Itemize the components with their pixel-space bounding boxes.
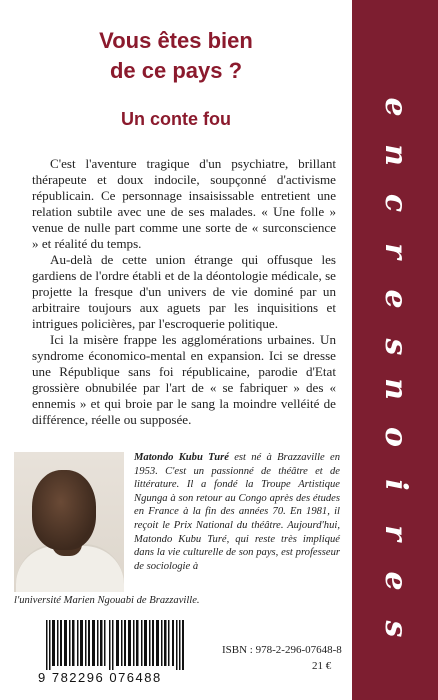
isbn: ISBN : 978-2-296-07648-8: [222, 644, 342, 656]
spine-letter: n: [378, 378, 413, 400]
spine-letter: n: [378, 144, 413, 166]
author-bio-text: est né à Brazzaville en 1953. C'est un passionné de théâtre et de littérature. Il a fondé la Troupe Artistique Ngunga à son retour au Congo après des études en France à la fin des années 70. En 1981, il reçoit le Prix National du théâtre. Aujourd'hui, Matondo Kubu Turé, qui reste très impliqué dans la vie culturelle de son pays, est professeur de sociologie à: [134, 452, 340, 572]
author-bio-last-line: l'université Marien Ngouabi de Brazzaville.: [14, 595, 200, 606]
author-bio: [134, 451, 340, 573]
blurb: [32, 156, 336, 428]
spine-letter: s: [378, 620, 413, 638]
spine-letter: r: [378, 525, 413, 541]
title-line-2: de ce pays ?: [109, 58, 243, 83]
barcode-number: 9 782296 076488: [38, 670, 162, 685]
spine-letter: e: [378, 571, 413, 591]
title-line-1: Vous êtes bien: [99, 28, 253, 53]
spine-letter: e: [378, 97, 413, 117]
spine-letter: s: [378, 338, 413, 356]
series-spine: [352, 0, 438, 700]
barcode: [38, 620, 186, 684]
book-subtitle: Un conte fou: [121, 109, 231, 129]
blurb-paragraph-2: Au-delà de cette union étrange qui offusque les gardiens de l'ordre établi et de la déontologie médicale, se projette la fresque d'un univers de vie dominé par un arbitraire toujours aux aguets par les inquisitions et intrigues policières, par l'escroquerie politique.: [32, 252, 336, 331]
book-title: [0, 26, 352, 86]
spine-letter: o: [378, 426, 413, 447]
spine-letter: i: [378, 479, 413, 491]
blurb-paragraph-1: C'est l'aventure tragique d'un psychiatre, brillant thérapeute et doux indocile, soupçonné d'activisme républicain. Ce personnage insaisissable entretient une relation subtile avec une de ses malades. « Une folle » venue de nulle part comme une sorte de « surconscience » et réalité du temps.: [32, 156, 336, 251]
spine-word-encres: [352, 92, 438, 380]
spine-letter: r: [378, 243, 413, 259]
author-photo: [14, 452, 124, 592]
barcode-bars: [46, 620, 186, 670]
spine-word-noires: [352, 374, 438, 662]
author-name: Matondo Kubu Turé: [134, 452, 229, 463]
spine-letter: c: [378, 193, 413, 213]
spine-letter: e: [378, 289, 413, 309]
blurb-paragraph-3: Ici la misère frappe les agglomérations urbaines. Un syndrome économico-mental en expansion. Ici se dresse une République sans foi républicaine, parodie d'Etat grossière obnubilée par l'art de « se fabriquer » des « ennemis » et qui broie par le sang la moindre velléité de différence, réelle ou supposée.: [32, 332, 336, 427]
price: 21 €: [312, 660, 332, 672]
